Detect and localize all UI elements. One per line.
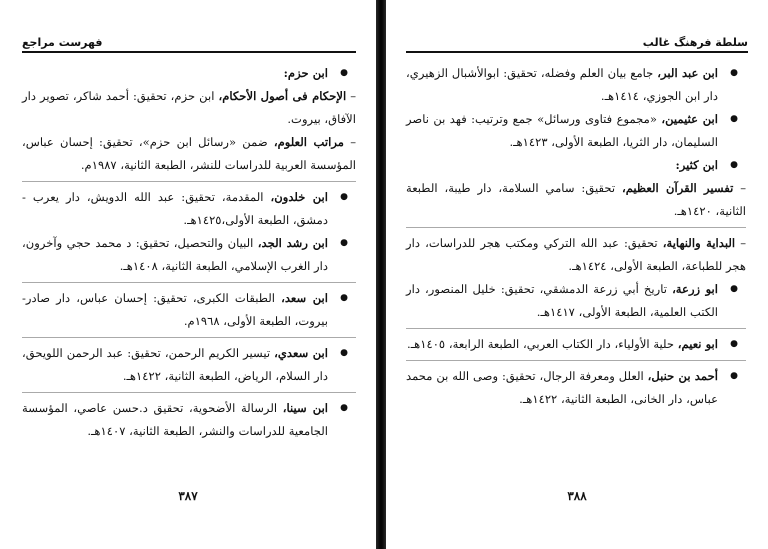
reference-entry: ● ابن سعدي، تيسير الكريم الرحمن، تحقيق: عبد الرحمن اللويحق، دار السلام، الرياض، الطبعة الثانية، ١٤٢٢هـ.	[22, 342, 356, 388]
header-rule	[22, 51, 356, 53]
page-number: ٣٨٧	[178, 489, 198, 503]
references-list	[22, 62, 356, 443]
reference-entry: ● أحمد بن حنبل، العلل ومعرفة الرجال، تحقيق: وصى الله بن محمد عباس، دار الخانى، الطبعة الثانية، ١٤٢٢هـ.	[406, 365, 746, 411]
reference-entry: ● ابو زرعة، تاريخ أبي زرعة الدمشقي، تحقيق: خليل المنصور، دار الكتب العلمية، الطبعة الأولى، ١٤١٧هـ.	[406, 278, 746, 324]
header-rule	[406, 51, 748, 53]
references-list	[406, 62, 746, 411]
reference-entry: ● ابن سينا، الرسالة الأضحوية، تحقيق د.حسن عاصي، المؤسسة الجامعية للدراسات والنشر، الطبعة الثانية، ١٤٠٧هـ.	[22, 397, 356, 443]
entry-divider	[22, 337, 356, 338]
reference-group-heading: ● ابن كثير:	[406, 154, 746, 177]
entry-divider	[22, 392, 356, 393]
entry-divider	[406, 227, 746, 228]
running-header: فهرست مراجع	[22, 36, 103, 49]
reference-entry: – تفسير القرآن العظيم، تحقيق: سامي السلامة، دار طيبة، الطبعة الثانية، ١٤٢٠هـ.	[406, 181, 747, 218]
left-page	[0, 0, 376, 549]
reference-entry: – الإحكام فى أصول الأحكام، ابن حزم، تحقيق: أحمد شاكر، تصوير دار الآفاق، بيروت.	[22, 89, 357, 126]
running-header: سلطة فرهنگ غالب	[642, 36, 748, 49]
reference-entry: ● ابن عبد البر، جامع بيان العلم وفضله، تحقيق: ابوالأشبال الزهيري، دار ابن الجوزي، ١٤١٤هـ.	[406, 62, 746, 108]
page-number: ٣٨٨	[567, 489, 587, 503]
entry-divider	[406, 360, 746, 361]
right-page	[386, 0, 768, 549]
reference-group-heading: ● ابن حزم:	[22, 62, 356, 85]
reference-entry: – البداية والنهاية، تحقيق: عبد الله التركي ومكتب هجر للدراسات، دار هجر للطباعة، الطبعة الأولى، ١٤٢٤هـ.	[406, 236, 746, 273]
entry-divider	[22, 282, 356, 283]
reference-entry: ● ابن خلدون، المقدمة، تحقيق: عبد الله الدويش، دار يعرب - دمشق، الطبعة الأولى،١٤٢٥هـ.	[22, 186, 356, 232]
entry-divider	[22, 181, 356, 182]
reference-entry: ● ابن عثيمين، «مجموع فتاوى ورسائل» جمع وترتيب: فهد بن ناصر السليمان، دار الثريا، الطبعة الأولى، ١٤٢٣هـ.	[406, 108, 746, 154]
book-gutter	[376, 0, 386, 549]
reference-entry: ● ابن سعد، الطبقات الكبرى، تحقيق: إحسان عباس، دار صادر- بيروت، الطبعة الأولى، ١٩٦٨م.	[22, 287, 356, 333]
entry-divider	[406, 328, 746, 329]
reference-entry: ● ابو نعيم، حلية الأولياء، دار الكتاب العربي، الطبعة الرابعة، ١٤٠٥هـ.	[406, 333, 746, 356]
reference-entry: – مراتب العلوم، ضمن «رسائل ابن حزم»، تحقيق: إحسان عباس، المؤسسة العربية للدراسات للنشر، الطبعة الثانية، ١٩٨٧م.	[22, 135, 356, 172]
reference-entry: ● ابن رشد الجد، البيان والتحصيل، تحقيق: د محمد حجي وآخرون، دار الغرب الإسلامي، الطبعة الثانية، ١٤٠٨هـ.	[22, 232, 356, 278]
